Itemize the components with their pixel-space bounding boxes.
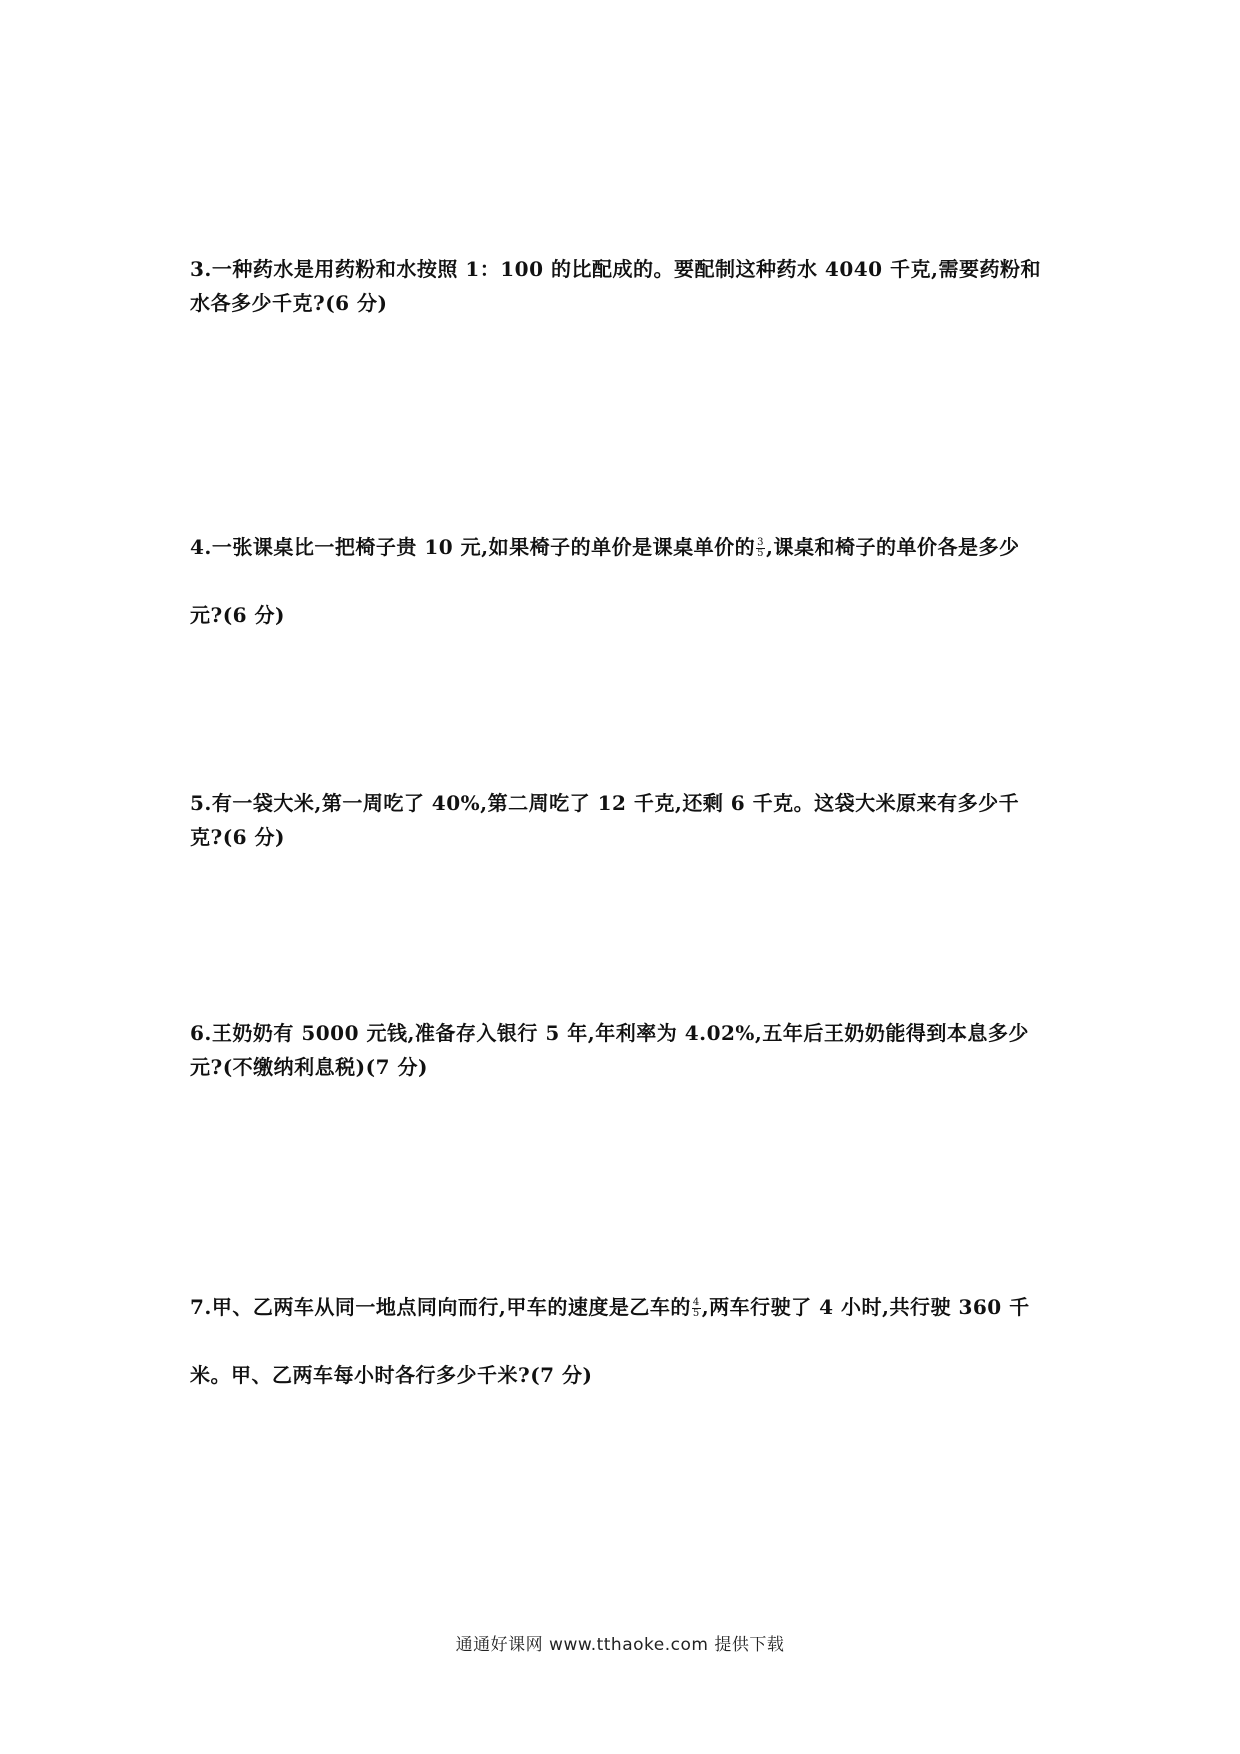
question-6-line-1: 6.王奶奶有 5000 元钱,准备存入银行 5 年,年利率为 4.02%,五年后王奶奶能得到本息多少 xyxy=(190,1021,1029,1045)
question-4-line-1 xyxy=(190,530,1070,564)
fraction-four-fifths xyxy=(692,1298,701,1319)
question-5 xyxy=(190,786,1070,854)
question-3-line-1: 3.一种药水是用药粉和水按照 1：100 的比配成的。要配制这种药水 4040 千克,需要药粉和 xyxy=(190,257,1042,281)
question-4-text-before-fraction: 4.一张课桌比一把椅子贵 10 元,如果椅子的单价是课桌单价的 xyxy=(190,535,756,559)
fraction-numerator: 3 xyxy=(757,537,764,548)
question-4-text-after-fraction: ,课桌和椅子的单价各是多少 xyxy=(765,535,1020,559)
fraction-denominator: 5 xyxy=(757,548,764,559)
question-4-line-2: 元?(6 分) xyxy=(190,603,286,627)
question-7-line-2: 米。甲、乙两车每小时各行多少千米?(7 分) xyxy=(190,1363,593,1387)
question-6-line-2: 元?(不缴纳利息税)(7 分) xyxy=(190,1055,428,1079)
question-5-line-2: 克?(6 分) xyxy=(190,825,286,849)
fraction-numerator: 4 xyxy=(692,1297,700,1308)
question-6 xyxy=(190,1016,1070,1084)
fraction-three-fifths xyxy=(756,538,765,559)
question-3-line-2: 水各多少千克?(6 分) xyxy=(190,291,388,315)
question-4 xyxy=(190,530,1070,632)
question-7 xyxy=(190,1290,1070,1392)
question-5-line-1: 5.有一袋大米,第一周吃了 40%,第二周吃了 12 千克,还剩 6 千克。这袋大米原来有多少千 xyxy=(190,791,1020,815)
fraction-denominator: 5 xyxy=(692,1308,700,1319)
page-footer: 通通好课网 www.tthaoke.com 提供下载 xyxy=(455,1635,785,1655)
question-7-text-before-fraction: 7.甲、乙两车从同一地点同向而行,甲车的速度是乙车的 xyxy=(190,1295,691,1319)
question-7-text-after-fraction: ,两车行驶了 4 小时,共行驶 360 千 xyxy=(701,1295,1030,1319)
question-3 xyxy=(190,252,1070,320)
question-7-line-1 xyxy=(190,1290,1070,1324)
